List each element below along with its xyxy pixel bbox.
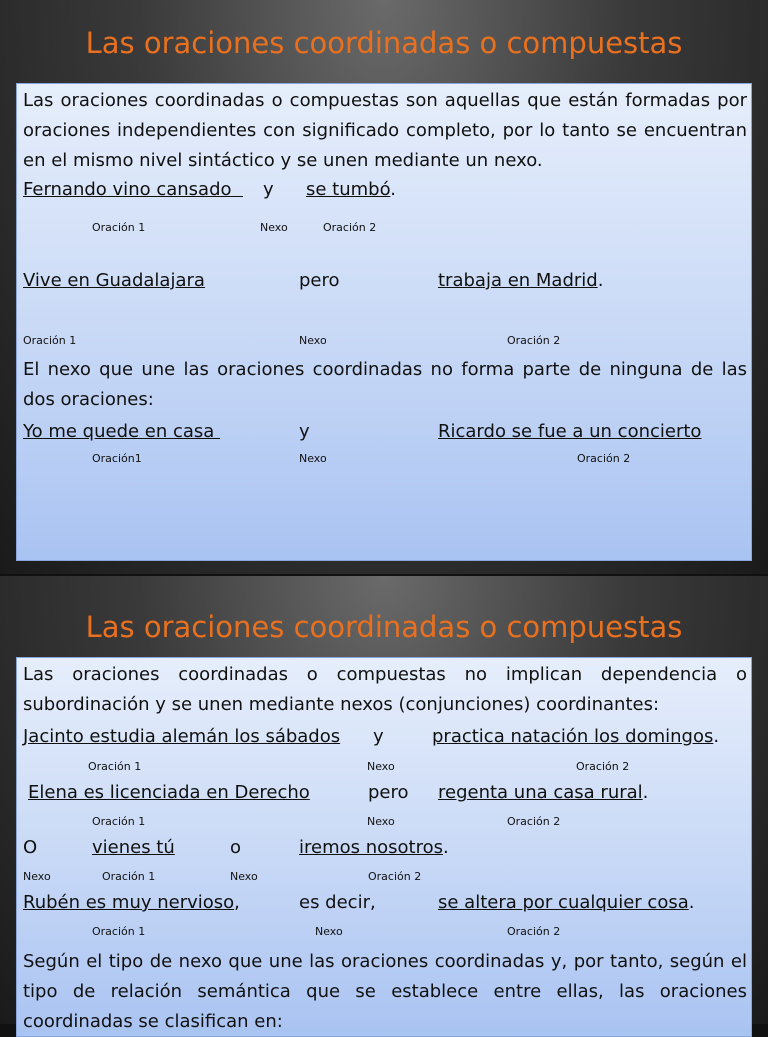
s2-example-3-sentence-1-row [92, 837, 175, 858]
slide-2-classification-paragraph: Según el tipo de nexo que une las oraciones coordinadas y, por tanto, según el tipo de relación semántica que se establece entre ellas, las oraciones coordinadas se clasifican en: [23, 951, 747, 1032]
s2-example-3-sentence-1: vienes tú [92, 837, 175, 858]
s2-example-2-period: . [642, 782, 649, 803]
example-3-sentence-2-row [438, 421, 701, 442]
example-3-label-nexo: Nexo [299, 452, 327, 465]
s2-example-2-sentence-2-row [438, 782, 648, 803]
s2-example-1-label-nexo: Nexo [367, 760, 395, 773]
example-3-sentence-1: Yo me quede en casa [23, 421, 221, 442]
s2-example-4-sentence-2: se altera por cualquier cosa [438, 892, 689, 913]
s2-example-4-label-nexo: Nexo [315, 925, 343, 938]
s2-example-4-sentence-2-row [438, 892, 694, 913]
slide-1-intro-paragraph: Las oraciones coordinadas o compuestas son aquellas que están formadas por oraciones independientes con significado completo, por lo tanto se encuentran en el mismo nivel sintáctico y se unen mediante un nexo. [23, 90, 747, 171]
s2-example-1-sentence-1: Jacinto estudia alemán los sábados [23, 726, 341, 747]
example-1-sentence-2-row [306, 179, 396, 200]
s2-example-1-sentence-2-row [432, 726, 719, 747]
example-2-sentence-2-row [438, 270, 603, 291]
example-1-label-1: Oración 1 [92, 221, 146, 234]
example-1-row [23, 179, 243, 200]
s2-example-3-nexo-1: O [23, 837, 38, 858]
example-3-label-2: Oración 2 [577, 452, 631, 465]
example-2-label-1: Oración 1 [23, 334, 77, 347]
s2-example-3-sentence-2-row [299, 837, 449, 858]
slide-2 [0, 576, 768, 1032]
s2-example-1-period: . [713, 726, 720, 747]
example-1-label-2: Oración 2 [323, 221, 377, 234]
example-1-label-nexo: Nexo [260, 221, 288, 234]
example-2-nexo: pero [299, 270, 340, 291]
s2-example-3-label-2: Oración 2 [368, 870, 422, 883]
s2-example-1-sentence-1-row [23, 726, 340, 747]
s2-example-3-nexo-2: o [230, 837, 242, 858]
s2-example-3-label-1: Oración 1 [102, 870, 156, 883]
example-2-sentence-2: trabaja en Madrid [438, 270, 598, 291]
s2-example-4-sentence-1-row [23, 892, 240, 913]
example-1-sentence-1: Fernando vino cansado [23, 179, 243, 200]
s2-example-3-label-nexo-1: Nexo [23, 870, 51, 883]
s2-example-1-label-1: Oración 1 [88, 760, 142, 773]
example-3-label-1: Oración1 [92, 452, 142, 465]
s2-example-4-label-1: Oración 1 [92, 925, 146, 938]
s2-example-1-nexo: y [373, 726, 384, 747]
s2-example-2-sentence-1-row [28, 782, 310, 803]
s2-example-2-label-2: Oración 2 [507, 815, 561, 828]
slide-1-nexo-paragraph: El nexo que une las oraciones coordinadas no forma parte de ninguna de las dos oraciones: [23, 359, 747, 410]
s2-example-2-sentence-1: Elena es licenciada en Derecho [28, 782, 310, 803]
s2-example-4-label-2: Oración 2 [507, 925, 561, 938]
s2-example-4-comma: , [234, 892, 240, 913]
s2-example-1-label-2: Oración 2 [576, 760, 630, 773]
slide-2-content-box [16, 657, 752, 1037]
example-1-period: . [390, 179, 397, 200]
s2-example-4-period: . [688, 892, 695, 913]
example-2-label-2: Oración 2 [507, 334, 561, 347]
example-2-label-nexo: Nexo [299, 334, 327, 347]
s2-example-2-label-nexo: Nexo [367, 815, 395, 828]
example-3-sentence-1-row [23, 421, 220, 442]
example-1-sentence-2: se tumbó [306, 179, 391, 200]
slide-2-title: Las oraciones coordinadas o compuestas [85, 610, 683, 644]
example-3-sentence-2: Ricardo se fue a un concierto [438, 421, 702, 442]
slide-2-intro-paragraph: Las oraciones coordinadas o compuestas no implican dependencia o subordinación y se unen mediante nexos (conjunciones) coordinantes: [23, 664, 747, 715]
s2-example-1-sentence-2: practica natación los domingos [432, 726, 714, 747]
example-3-nexo: y [299, 421, 310, 442]
s2-example-2-sentence-2: regenta una casa rural [438, 782, 643, 803]
slide-1-title: Las oraciones coordinadas o compuestas [85, 26, 683, 60]
example-2-sentence-1: Vive en Guadalajara [23, 270, 205, 291]
s2-example-4-nexo: es decir, [299, 892, 376, 913]
example-1-nexo: y [263, 179, 274, 200]
s2-example-3-sentence-2: iremos nosotros [299, 837, 443, 858]
s2-example-2-nexo: pero [368, 782, 409, 803]
slide-1-content-box [16, 83, 752, 561]
s2-example-2-label-1: Oración 1 [92, 815, 146, 828]
example-2-sentence-1-row [23, 270, 205, 291]
s2-example-4-sentence-1: Rubén es muy nervioso [23, 892, 235, 913]
example-2-period: . [597, 270, 604, 291]
s2-example-3-period: . [443, 837, 449, 858]
s2-example-3-label-nexo-2: Nexo [230, 870, 258, 883]
